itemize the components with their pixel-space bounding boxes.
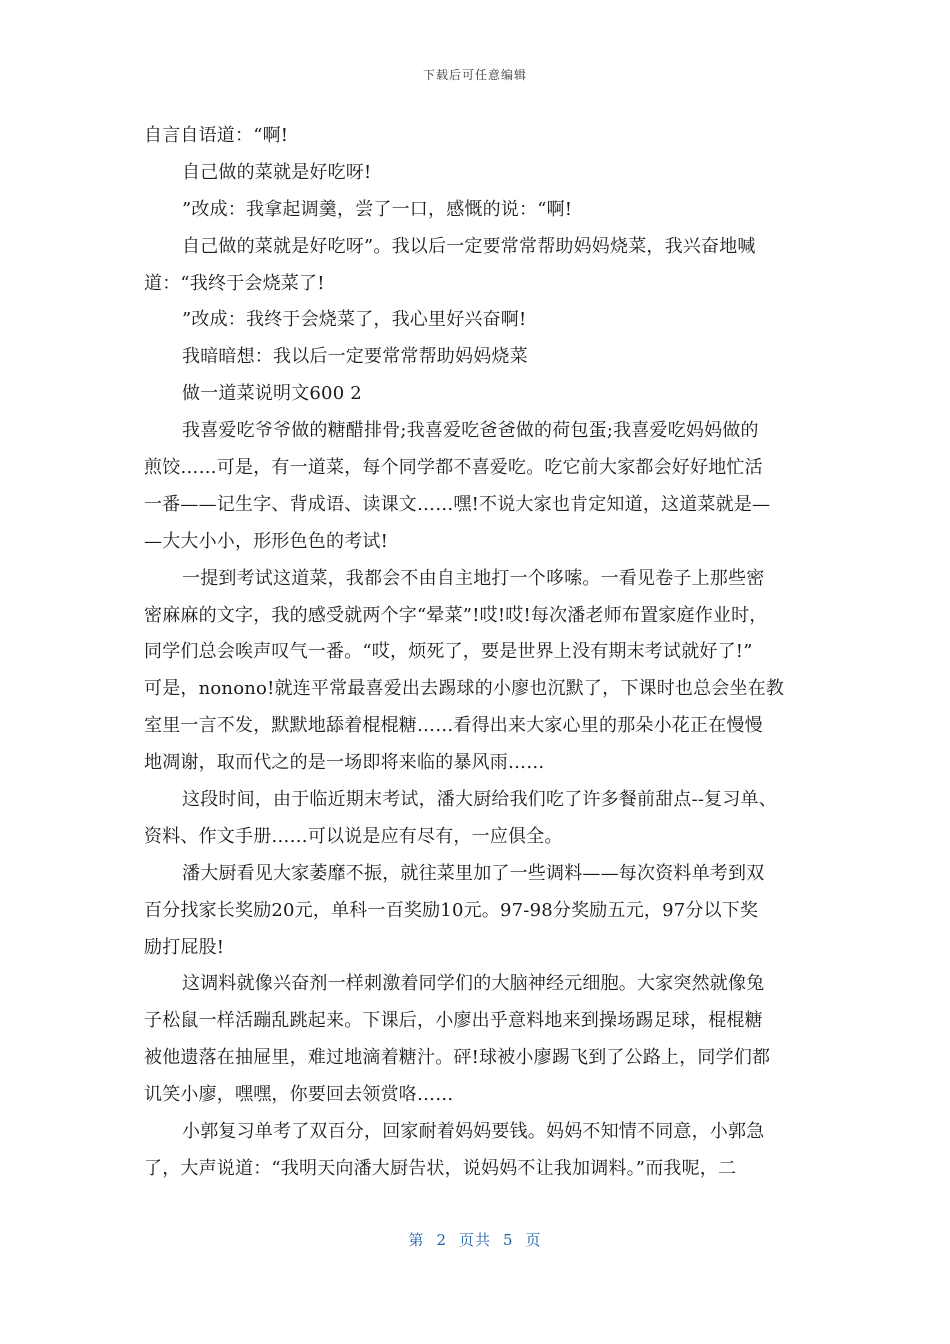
text-line: 小郭复习单考了双百分，回家耐着妈妈要钱。妈妈不知情不同意，小郭急 [182, 1121, 765, 1143]
text-line: 密麻麻的文字，我的感受就两个字“晕菜”!哎!哎!每次潘老师布置家庭作业时， [144, 604, 768, 626]
text-line: 地凋谢，取而代之的是一场即将来临的暴风雨…… [144, 752, 545, 774]
text-line: 煎饺……可是，有一道菜，每个同学都不喜爱吃。吃它前大家都会好好地忙活 [144, 457, 763, 479]
text-line: 被他遗落在抽屉里，难过地滴着糖汁。砰!球被小廖踢飞到了公路上，同学们都 [144, 1047, 771, 1069]
text-line: ”改成：我拿起调羹，尝了一口，感慨的说：“啊! [182, 198, 573, 220]
footer-current-page: 2 [436, 1231, 447, 1249]
text-line: 励打屁股! [144, 936, 225, 958]
text-line: 资料、作文手册……可以说是应有尽有，一应俱全。 [144, 825, 563, 847]
text-line: 一提到考试这道菜，我都会不由自主地打一个哆嗦。一看见卷子上那些密 [182, 567, 765, 589]
text-line: 自言自语道：“啊! [144, 125, 289, 146]
text-line: 道：“我终于会烧菜了! [144, 272, 325, 294]
text-line: 潘大厨看见大家萎靡不振，就往菜里加了一些调料——每次资料单考到双 [182, 862, 765, 884]
page-header: 下载后可任意编辑 [422, 68, 527, 82]
text-line: 可是，nonono!就连平常最喜爱出去踢球的小廖也沉默了，下课时也总会坐在教 [144, 678, 785, 700]
footer-prefix: 第 [408, 1231, 425, 1249]
text-line: 百分找家长奖励20元，单科一百奖励10元。97-98分奖励五元，97分以下奖 [144, 899, 759, 921]
text-line: 我暗暗想：我以后一定要常常帮助妈妈烧菜 [182, 346, 528, 368]
text-line: 做一道菜说明文600 2 [182, 383, 362, 405]
footer-suffix: 页 [525, 1231, 542, 1249]
text-line: ”改成：我终于会烧菜了，我心里好兴奋啊! [182, 309, 527, 331]
text-line: 自己做的菜就是好吃呀! [182, 161, 372, 183]
text-line: 这调料就像兴奋剂一样刺激着同学们的大脑神经元细胞。大家突然就像兔 [182, 973, 765, 995]
text-line: 室里一言不发，默默地舔着棍棍糖……看得出来大家心里的那朵小花正在慢慢 [144, 715, 763, 737]
text-line: 同学们总会唉声叹气一番。“哎，烦死了，要是世界上没有期末考试就好了!” [144, 641, 753, 663]
text-line: 子松鼠一样活蹦乱跳起来。下课后，小廖出乎意料地来到操场踢足球，棍棍糖 [144, 1010, 763, 1032]
document-body [144, 118, 814, 1188]
text-line: 讥笑小廖，嘿嘿，你要回去领赏咯…… [144, 1084, 454, 1106]
page-footer [0, 1229, 950, 1250]
text-line: 自己做的菜就是好吃呀”。我以后一定要常常帮助妈妈烧菜，我兴奋地喊 [182, 235, 756, 257]
text-line: 我喜爱吃爷爷做的糖醋排骨;我喜爱吃爸爸做的荷包蛋;我喜爱吃妈妈做的 [182, 420, 759, 442]
footer-total-pages: 5 [503, 1231, 514, 1249]
text-line: 一番——记生字、背成语、读课文……嘿!不说大家也肯定知道，这道菜就是— [144, 493, 771, 515]
text-line: 了，大声说道：“我明天向潘大厨告状，说妈妈不让我加调料。”而我呢，二 [144, 1157, 737, 1179]
text-line: —大大小小，形形色色的考试! [144, 530, 389, 552]
text-line: 这段时间，由于临近期末考试，潘大厨给我们吃了许多餐前甜点--复习单、 [182, 789, 777, 811]
footer-middle: 页共 [458, 1231, 491, 1249]
